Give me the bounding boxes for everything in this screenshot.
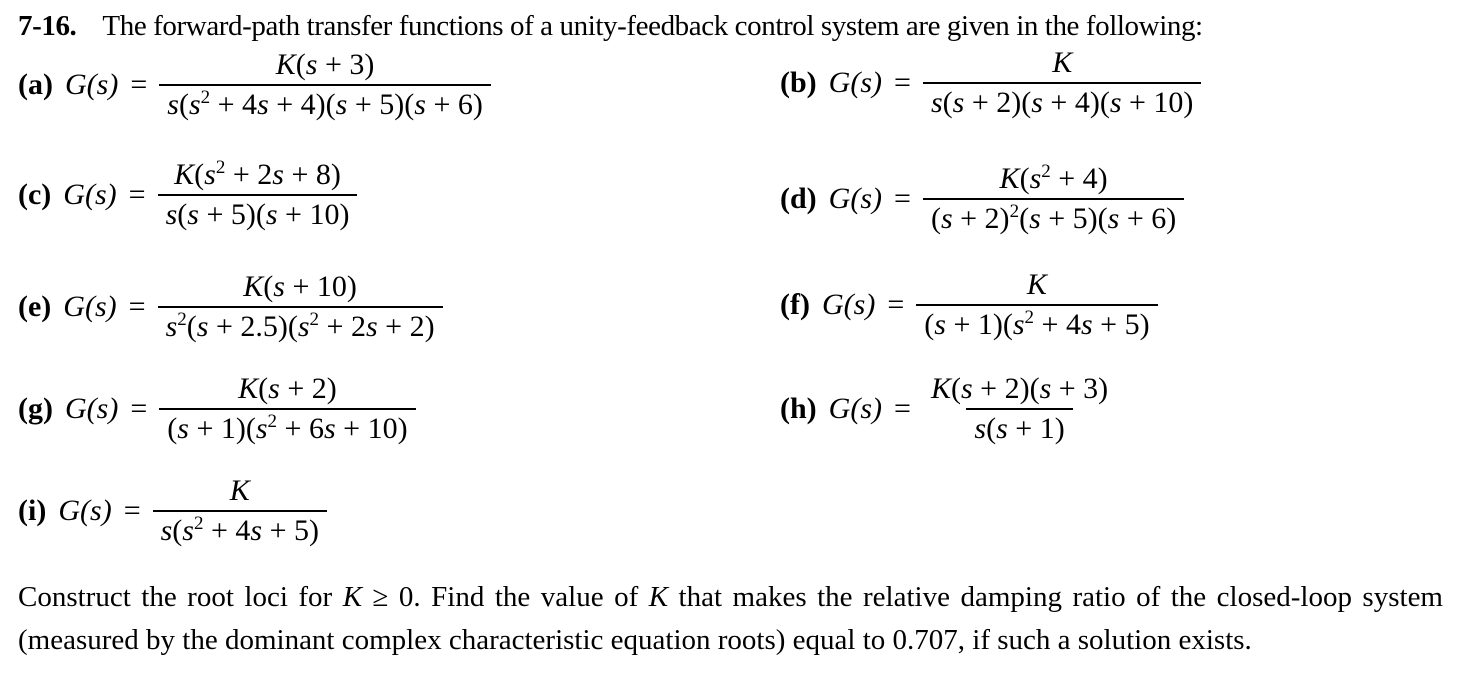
instruction-part-1: Construct the root loci for bbox=[18, 581, 343, 613]
denominator: s(s + 1) bbox=[966, 408, 1072, 446]
fraction bbox=[158, 270, 443, 344]
item-label: (d) bbox=[780, 182, 817, 215]
problem-heading bbox=[18, 8, 1463, 44]
lhs: G(s) bbox=[828, 392, 883, 425]
denominator: $s(s^2 + 4s + 5)$ bbox=[153, 510, 327, 548]
numerator: $K(s^2 + 4)$ bbox=[999, 161, 1108, 195]
denominator: $(s + 2)^2(s + 5)(s + 6)$ bbox=[923, 198, 1184, 236]
numerator: K bbox=[1052, 46, 1073, 79]
denominator: $s^2(s + 2.5)(s^2 + 2s + 2)$ bbox=[158, 306, 443, 344]
item-label: (c) bbox=[18, 178, 52, 211]
fraction bbox=[159, 48, 491, 122]
problem-statement: The forward-path transfer functions of a unity-feedback control system are given in the following: bbox=[102, 10, 1203, 42]
transfer-function-e: (e) G(s) = $\frac{K(s + 10)}{s^2(s + 2.5)(s^2 + 2s + 2)}$ bbox=[18, 270, 443, 344]
item-label: (b) bbox=[780, 66, 817, 99]
instruction-part-3: that makes the relative damping ratio of the closed-loop system (measured by the dominant complex characteristic equation roots) equal to 0.707, if such a solution exists. bbox=[18, 581, 1443, 656]
numerator: K bbox=[1026, 268, 1047, 301]
lhs: G(s) bbox=[64, 392, 119, 425]
fraction bbox=[159, 372, 415, 446]
lhs: G(s) bbox=[64, 68, 119, 101]
denominator: s(s + 2)(s + 4)(s + 10) bbox=[923, 82, 1201, 120]
problem-number: 7-16. bbox=[18, 10, 77, 42]
numerator: $K(s^2 + 2s + 8)$ bbox=[174, 157, 341, 191]
transfer-function-i: (i) G(s) = $\frac{K}{s(s^2 + 4s + 5)}$ bbox=[18, 474, 327, 548]
lhs: G(s) bbox=[58, 494, 112, 527]
denominator: $(s + 1)(s^2 + 4s + 5)$ bbox=[916, 304, 1157, 342]
item-label: (a) bbox=[18, 68, 53, 101]
transfer-function-a: (a) G(s) = $\frac{K(s + 3)}{s(s^2 + 4s + 4)(s + 5)(s + 6)}$ bbox=[18, 48, 491, 122]
transfer-function-h: (h) G(s) = $\frac{K(s + 2)(s + 3)}{s(s + 1)}$ bbox=[780, 372, 1116, 446]
denominator: $(s + 1)(s^2 + 6s + 10)$ bbox=[159, 408, 415, 446]
lhs: G(s) bbox=[828, 66, 883, 99]
fraction bbox=[923, 372, 1116, 446]
numerator: K(s + 3) bbox=[275, 48, 375, 81]
instruction-paragraph: Construct the root loci for K ≥ 0. Find the value of K that makes the relative damping ratio of the closed-loop system (measured by the dominant complex characteristic equation roots) equal to 0.707, if such a solution exists. bbox=[18, 581, 1443, 656]
denominator: $s(s^2 + 4s + 4)(s + 5)(s + 6)$ bbox=[159, 84, 491, 122]
fraction bbox=[916, 268, 1157, 342]
fraction bbox=[153, 474, 327, 548]
transfer-function-g: (g) G(s) = $\frac{K(s + 2)}{(s + 1)(s^2 + 6s + 10)}$ bbox=[18, 372, 416, 446]
numerator: K(s + 2)(s + 3) bbox=[930, 372, 1109, 405]
item-label: (f) bbox=[780, 288, 810, 321]
item-label: (i) bbox=[18, 494, 47, 527]
numerator: K(s + 10) bbox=[243, 270, 357, 303]
item-label: (e) bbox=[18, 290, 52, 323]
numerator: K(s + 2) bbox=[238, 372, 337, 405]
denominator: s(s + 5)(s + 10) bbox=[158, 194, 358, 232]
transfer-function-b: (b) G(s) = $\frac{K}{s(s + 2)(s + 4)(s + 10)}$ bbox=[780, 46, 1201, 120]
instruction-part-2: Find the value of bbox=[420, 581, 649, 613]
transfer-function-f: (f) G(s) = $\frac{K}{(s + 1)(s^2 + 4s + 5)}$ bbox=[780, 268, 1158, 342]
fraction bbox=[923, 162, 1184, 236]
lhs: G(s) bbox=[821, 288, 876, 321]
item-label: (g) bbox=[18, 392, 53, 425]
item-label: (h) bbox=[780, 392, 817, 425]
transfer-function-d: (d) G(s) = $\frac{K(s^2 + 4)}{(s + 2)^2(s + 5)(s + 6)}$ bbox=[780, 162, 1184, 236]
lhs: G(s) bbox=[63, 178, 117, 211]
lhs: G(s) bbox=[63, 290, 117, 323]
lhs: G(s) bbox=[828, 182, 883, 215]
fraction bbox=[158, 158, 358, 232]
numerator: K bbox=[229, 474, 250, 507]
fraction bbox=[923, 46, 1201, 120]
transfer-function-c: (c) G(s) = $\frac{K(s^2 + 2s + 8)}{s(s + 5)(s + 10)}$ bbox=[18, 158, 357, 232]
